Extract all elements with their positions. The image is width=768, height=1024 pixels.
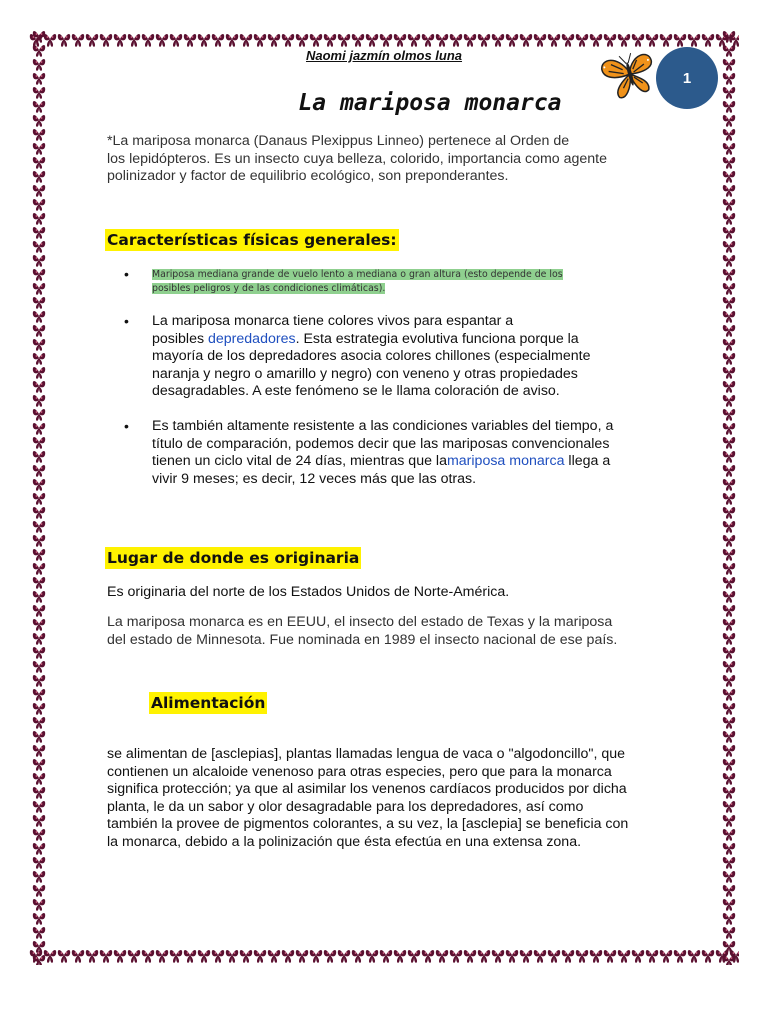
paragraph-line: del estado de Minnesota. Fue nominada en 1989 el insecto nacional de ese país. xyxy=(107,631,618,648)
bullet-marker: • xyxy=(124,313,129,329)
heading-alimentacion: Alimentación xyxy=(151,694,266,712)
paragraph-line: planta, le da un sabor y olor desagradable para los depredadores, así como xyxy=(107,798,584,815)
bullet-line: vivir 9 meses; es decir, 12 veces más que las otras. xyxy=(152,470,477,487)
mariposa-monarca-link[interactable]: mariposa monarca xyxy=(446,453,565,469)
paragraph-line: contienen un alcaloide venenoso para otras especies, pero que para la monarca xyxy=(107,763,612,780)
intro-line: los lepidópteros. Es un insecto cuya belleza, colorido, importancia como agente xyxy=(107,150,607,167)
bullet-colores xyxy=(152,313,590,401)
intro-line: polinizador y factor de equilibrio ecológico, son preponderantes. xyxy=(107,168,509,184)
page-title: La mariposa monarca xyxy=(298,90,562,116)
bullet-line: título de comparación, podemos decir que las mariposas convencionales xyxy=(152,435,610,452)
bullet-line xyxy=(152,453,613,471)
text-span: . Esta estrategia evolutiva funciona porque la xyxy=(295,330,579,347)
paragraph-line: significa protección; ya que al asimilar los venenos cardíacos producidos por dicha xyxy=(107,781,627,797)
text-span: llega a xyxy=(564,453,611,469)
bullet-small-text xyxy=(152,268,622,295)
bullet-line: La mariposa monarca tiene colores vivos para espantar a xyxy=(152,313,514,329)
origin-paragraph: Es originaria del norte de los Estados Unidos de Norte-América. xyxy=(107,584,510,600)
highlighted-line: posibles peligros y de las condiciones climáticas). xyxy=(152,282,386,294)
intro-line: *La mariposa monarca (Danaus Plexippus Linneo) pertenece al Orden de xyxy=(107,133,570,149)
bullet-marker: • xyxy=(124,266,129,282)
intro-paragraph xyxy=(107,133,607,186)
depredadores-link[interactable]: depredadores xyxy=(208,330,296,347)
paragraph-line: la monarca, debido a la polinización que ésta efectúa en una extensa zona. xyxy=(107,833,582,850)
bullet-line: naranja y negro o amarillo y negro) con veneno y otras propiedades xyxy=(152,365,578,382)
highlighted-line: Mariposa mediana grande de vuelo lento a mediana o gran altura (esto depende de los xyxy=(152,269,563,280)
bullet-marker: • xyxy=(124,418,129,434)
paragraph-line: también la provee de pigmentos colorantes, a su vez, la [asclepia] se beneficia con xyxy=(107,816,629,832)
author-name: Naomi jazmín olmos luna xyxy=(305,48,463,63)
bullet-line: desagradables. A este fenómeno se le llama coloración de aviso. xyxy=(152,383,560,399)
heading-caracteristicas: Características físicas generales: xyxy=(107,231,397,249)
text-span: tienen un ciclo vital de 24 días, mientras que la xyxy=(152,453,447,469)
butterfly-border-right xyxy=(719,29,739,965)
bullet-line xyxy=(152,331,590,349)
page-number-badge: 1 xyxy=(656,47,718,109)
alimentacion-paragraph xyxy=(107,746,628,851)
paragraph-line: se alimentan de [asclepias], plantas llamadas lengua de vaca o "algodoncillo", que xyxy=(107,746,626,762)
paragraph-line: La mariposa monarca es en EEUU, el insecto del estado de Texas y la mariposa xyxy=(107,614,613,630)
bullet-line: Es también altamente resistente a las condiciones variables del tiempo, a xyxy=(152,418,614,434)
butterfly-border-left xyxy=(29,29,49,965)
butterfly-border-bottom xyxy=(29,945,739,965)
bullet-resistente xyxy=(152,418,613,488)
heading-lugar: Lugar de donde es originaria xyxy=(107,549,360,567)
bullet-line: mayoría de los depredadores asocia colores chillones (especialmente xyxy=(152,348,591,364)
texas-paragraph xyxy=(107,614,617,649)
text-span: posibles xyxy=(152,330,208,347)
